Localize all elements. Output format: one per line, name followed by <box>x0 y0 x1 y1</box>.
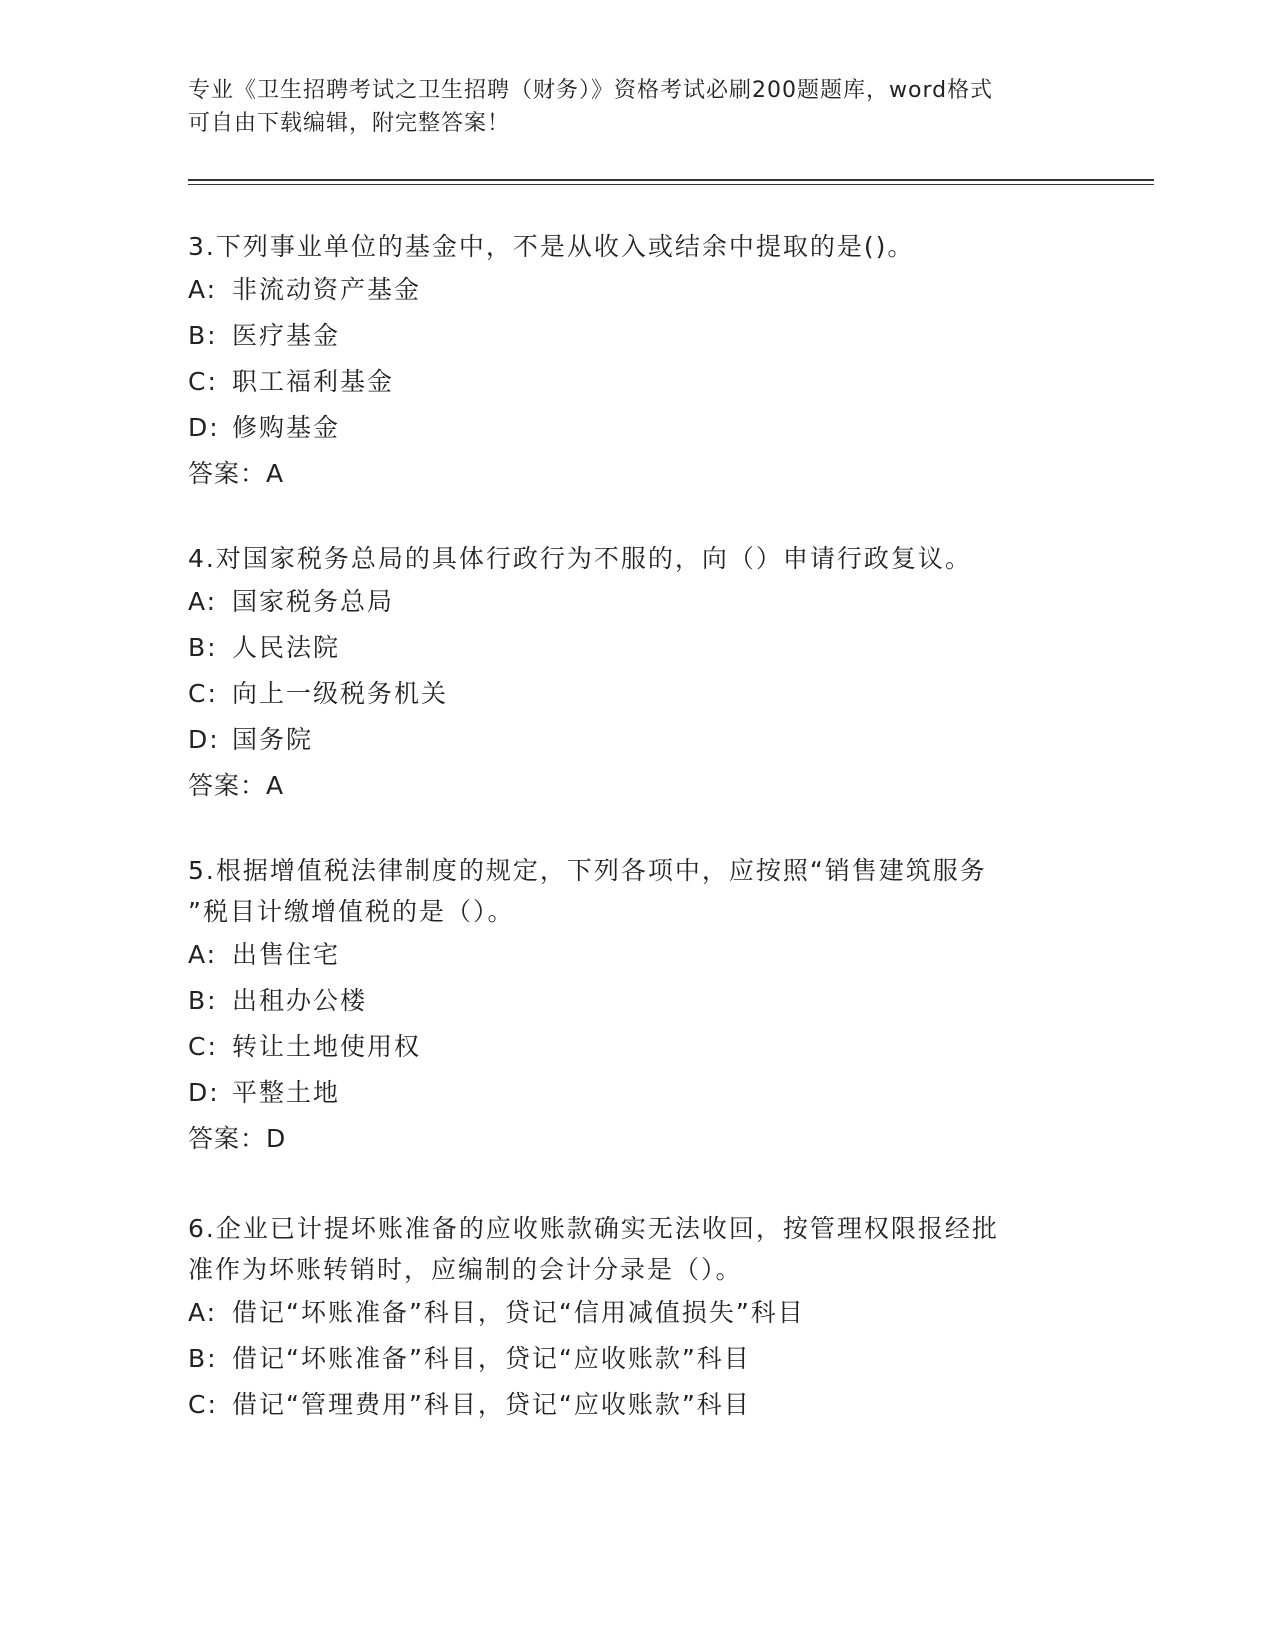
question-6 <box>188 1208 1088 1428</box>
option-text: 借记“坏账准备”科目，贷记“信用减值损失”科目 <box>232 1298 805 1327</box>
document-header <box>188 74 1068 140</box>
option-text: 人民法院 <box>232 633 341 662</box>
question-3 <box>188 226 1088 497</box>
option-a <box>188 579 1088 625</box>
option-letter: B: <box>188 986 218 1015</box>
option-letter: B: <box>188 1344 218 1373</box>
option-a <box>188 267 1088 313</box>
option-c <box>188 671 1088 717</box>
question-4 <box>188 538 1088 809</box>
header-divider-thick <box>188 179 1154 181</box>
option-c <box>188 359 1088 405</box>
option-text: 出租办公楼 <box>232 986 368 1015</box>
option-letter: D: <box>188 725 220 754</box>
question-stem: 4.对国家税务总局的具体行政行为不服的，向（）申请行政复议。 <box>188 544 972 573</box>
option-a <box>188 1290 1088 1336</box>
option-letter: C: <box>188 1390 218 1419</box>
option-letter: A: <box>188 940 218 969</box>
option-text: 向上一级税务机关 <box>232 679 449 708</box>
option-text: 平整土地 <box>232 1078 341 1107</box>
option-d <box>188 405 1088 451</box>
question-stem-line-1: 5.根据增值税法律制度的规定，下列各项中，应按照“销售建筑服务 <box>188 856 987 885</box>
option-text: 非流动资产基金 <box>232 275 422 304</box>
option-letter: C: <box>188 1032 218 1061</box>
answer: 答案：A <box>188 459 285 488</box>
option-text: 职工福利基金 <box>232 367 395 396</box>
option-b <box>188 1336 1088 1382</box>
option-letter: D: <box>188 1078 220 1107</box>
option-b <box>188 313 1088 359</box>
question-5 <box>188 850 1088 1162</box>
answer: 答案：A <box>188 771 285 800</box>
option-text: 借记“坏账准备”科目，贷记“应收账款”科目 <box>232 1344 751 1373</box>
option-letter: D: <box>188 413 220 442</box>
option-letter: C: <box>188 679 218 708</box>
option-text: 国家税务总局 <box>232 587 395 616</box>
header-line-1: 专业《卫生招聘考试之卫生招聘（财务）》资格考试必刷200题题库，word格式 <box>188 78 994 103</box>
header-divider-thin <box>188 184 1154 185</box>
option-text: 转让土地使用权 <box>232 1032 422 1061</box>
option-a <box>188 932 1088 978</box>
question-stem-line-2: ”税目计缴增值税的是（）。 <box>188 897 515 926</box>
answer: 答案：D <box>188 1124 287 1153</box>
option-text: 医疗基金 <box>232 321 341 350</box>
option-letter: C: <box>188 367 218 396</box>
option-text: 借记“管理费用”科目，贷记“应收账款”科目 <box>232 1390 751 1419</box>
option-c <box>188 1382 1088 1428</box>
question-stem: 3.下列事业单位的基金中，不是从收入或结余中提取的是()。 <box>188 232 915 261</box>
option-b <box>188 625 1088 671</box>
option-c <box>188 1024 1088 1070</box>
option-text: 修购基金 <box>232 413 341 442</box>
question-stem-line-1: 6.企业已计提坏账准备的应收账款确实无法收回，按管理权限报经批 <box>188 1214 999 1243</box>
option-text: 出售住宅 <box>232 940 341 969</box>
option-letter: A: <box>188 587 218 616</box>
option-letter: A: <box>188 1298 218 1327</box>
option-d <box>188 717 1088 763</box>
option-letter: B: <box>188 633 218 662</box>
option-letter: A: <box>188 275 218 304</box>
header-line-2: 可自由下载编辑，附完整答案！ <box>188 111 511 136</box>
option-text: 国务院 <box>232 725 314 754</box>
option-letter: B: <box>188 321 218 350</box>
option-d <box>188 1070 1088 1116</box>
option-b <box>188 978 1088 1024</box>
question-stem-line-2: 准作为坏账转销时，应编制的会计分录是（）。 <box>188 1255 743 1284</box>
